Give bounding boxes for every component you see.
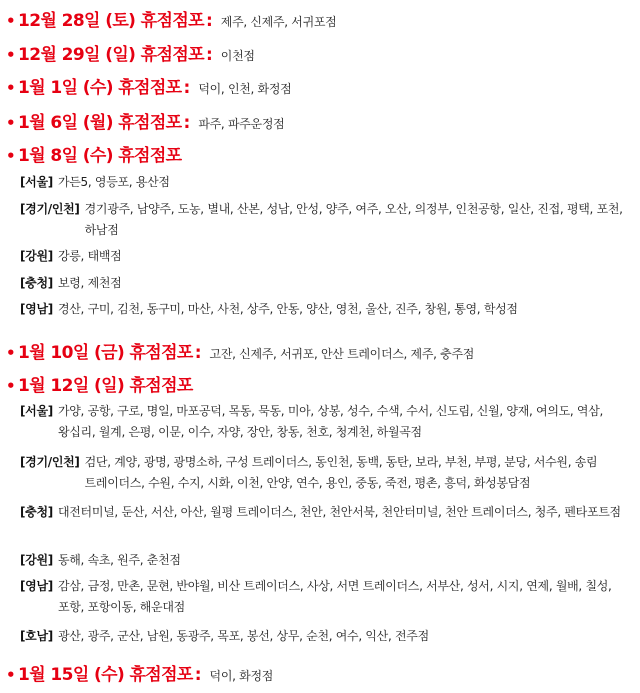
closure-date: 1월 1일 (수) 휴점점포 [18,78,182,98]
region-label: [경기/인천] [20,455,80,469]
bullet-icon: • [6,12,16,30]
region-stores: 감삼, 금정, 만촌, 문현, 반야월, 비산 트레이더스, 사상, 서면 트레이더스, 서부산, 성서, 시지, 연제, 월배, 칠성, 포항, 포항이동, 해운대점 [57,579,612,614]
closure-stores: 이천점 [220,49,255,63]
region-row-seoul [20,401,630,443]
colon: : [205,11,213,31]
region-label: [영남] [20,579,53,593]
bullet-icon: • [6,666,16,684]
closure-heading-jan10 [6,338,474,363]
region-stores: 가든5, 영등포, 용산점 [57,175,170,189]
closure-heading-jan15 [6,660,273,685]
closure-heading-jan8 [6,141,182,166]
region-label: [호남] [20,629,53,643]
bullet-icon: • [6,46,16,64]
colon: : [194,343,202,363]
region-row-chungcheong [20,502,630,523]
closure-stores: 제주, 신제주, 서귀포점 [220,15,337,29]
region-label: [영남] [20,302,53,316]
closure-heading-jan6 [6,108,284,133]
colon: : [194,665,202,685]
closure-date: 1월 12일 (일) 휴점점포 [18,376,193,396]
closure-heading-dec29 [6,40,255,65]
bullet-icon: • [6,344,16,362]
bullet-icon: • [6,377,16,395]
region-stores: 대전터미널, 둔산, 서산, 아산, 월평 트레이더스, 천안, 천안서북, 천안터미널, 천안 트레이더스, 청주, 펜타포트점 [57,505,621,519]
region-row-gyeonggi [20,452,630,494]
region-stores: 동해, 속초, 원주, 춘천점 [57,553,181,567]
closure-stores: 덕이, 화정점 [209,669,274,683]
bullet-icon: • [6,114,16,132]
colon: : [183,113,191,133]
closure-date: 1월 8일 (수) 휴점점포 [18,146,182,166]
closure-date: 12월 28일 (토) 휴점점포 [18,11,204,31]
bullet-icon: • [6,79,16,97]
closure-stores: 고잔, 신제주, 서귀포, 안산 트레이더스, 제주, 충주점 [209,347,475,361]
closure-date: 1월 10일 (금) 휴점점포 [18,343,193,363]
colon: : [205,45,213,65]
closure-date: 1월 15일 (수) 휴점점포 [18,665,193,685]
region-stores: 검단, 계양, 광명, 광명소하, 구성 트레이더스, 동인천, 동백, 동탄, 보라, 부천, 부평, 분당, 서수원, 송림 트레이더스, 수원, 수지, 시화, 이천, 안양, 연수, 용인, 중동, 죽전, 평촌, 흥덕, 화성봉담점 [84,455,598,490]
region-row-yeongnam [20,299,630,320]
region-row-gyeonggi [20,199,630,241]
region-stores: 경산, 구미, 김천, 동구미, 마산, 사천, 상주, 안동, 양산, 영천, 울산, 진주, 창원, 통영, 학성점 [57,302,518,316]
region-row-chungcheong [20,273,630,294]
region-row-yeongnam [20,576,630,618]
bullet-icon: • [6,147,16,165]
region-stores: 가양, 공항, 구로, 명일, 마포공덕, 목동, 묵동, 미아, 상봉, 성수, 수색, 수서, 신도림, 신월, 양재, 여의도, 역삼, 왕십리, 월계, 은평, 이문, 이수, 자양, 장안, 창동, 천호, 청계천, 하월곡점 [57,404,604,439]
closure-heading-dec28 [6,6,336,31]
closure-stores: 파주, 파주운정점 [198,117,285,131]
region-row-seoul [20,172,630,193]
colon: : [183,78,191,98]
region-label: [서울] [20,175,53,189]
region-label: [경기/인천] [20,202,80,216]
region-stores: 보령, 제천점 [57,276,122,290]
region-stores: 경기광주, 남양주, 도농, 별내, 산본, 성남, 안성, 양주, 여주, 오산, 의정부, 인천공항, 일산, 진접, 평택, 포천, 하남점 [84,202,623,237]
region-row-honam [20,626,630,647]
closure-stores: 덕이, 인천, 화정점 [198,82,292,96]
closure-date: 12월 29일 (일) 휴점점포 [18,45,204,65]
region-row-gangwon [20,246,630,267]
closure-heading-jan12 [6,371,193,396]
closure-date: 1월 6일 (월) 휴점점포 [18,113,182,133]
region-label: [강원] [20,553,53,567]
region-label: [충청] [20,505,53,519]
closure-heading-jan1 [6,73,291,98]
region-row-gangwon [20,550,630,571]
region-stores: 강릉, 태백점 [57,249,122,263]
region-label: [충청] [20,276,53,290]
region-stores: 광산, 광주, 군산, 남원, 동광주, 목포, 봉선, 상무, 순천, 여수, 익산, 전주점 [57,629,429,643]
region-label: [서울] [20,404,53,418]
region-label: [강원] [20,249,53,263]
